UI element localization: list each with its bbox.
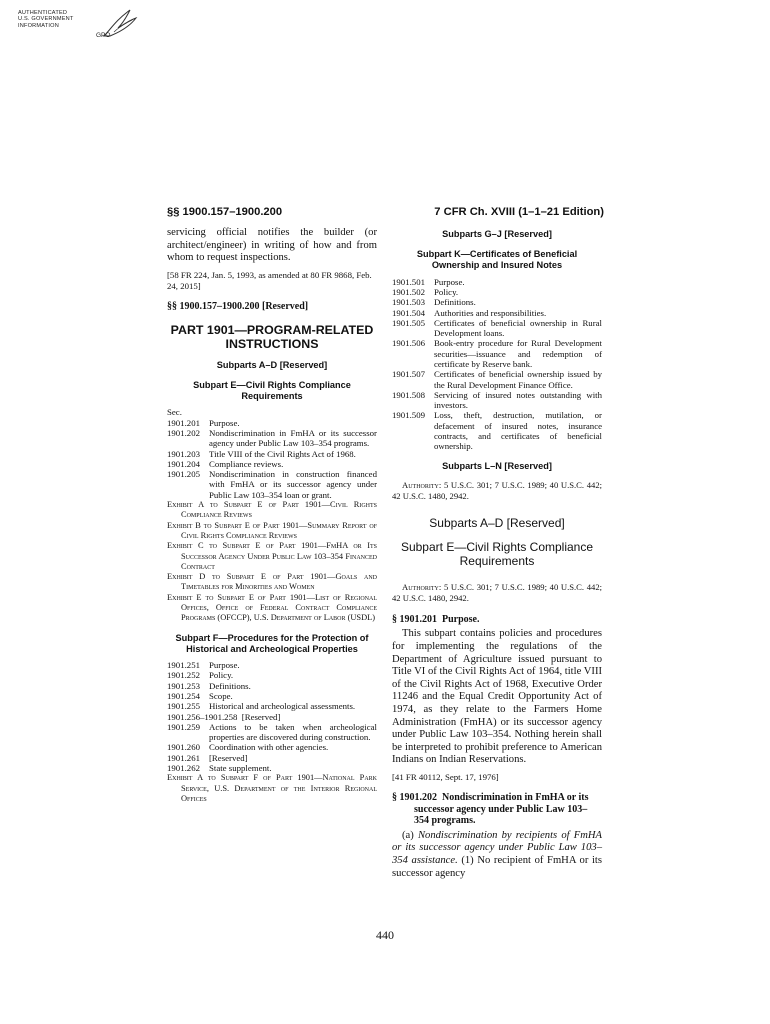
toc-text: Certificates of beneficial ownership issued by the Rural Development Finance Office. <box>434 369 602 390</box>
toc-item <box>167 691 377 701</box>
toc-item <box>392 318 602 339</box>
exhibit-entry: Exhibit A to Subpart F of Part 1901—National Park Service, U.S. Department of the Interior Regional Offices <box>167 773 377 803</box>
toc-text: Book-entry procedure for Rural Development securities—issuance and redemption of certificate by Reserve bank. <box>434 338 602 369</box>
subparts-g-j-heading: Subparts G–J [Reserved] <box>442 229 552 239</box>
toc-item <box>167 742 377 752</box>
authority-note <box>392 480 602 502</box>
left-column <box>167 227 377 804</box>
toc-item <box>167 712 377 722</box>
toc-num: 1901.504 <box>392 307 425 318</box>
sec-label: Sec. <box>167 407 182 418</box>
running-header-left: §§ 1900.157–1900.200 <box>167 206 283 218</box>
toc-item <box>392 308 602 318</box>
section-1901-201-source: [41 FR 40112, Sept. 17, 1976] <box>392 771 499 782</box>
toc-text: Purpose. <box>434 276 465 287</box>
toc-num: 1901.251 <box>167 660 200 671</box>
toc-item <box>392 410 602 451</box>
exhibit-entry: Exhibit D to Subpart E of Part 1901—Goals and Timetables for Minorities and Women <box>167 572 377 592</box>
toc-text: Definitions. <box>209 680 251 691</box>
section-sign: § 1901.201 <box>392 613 437 625</box>
toc-num: 1901.203 <box>167 448 200 459</box>
subpart-k-heading: Subpart K—Certificates of Beneficial Ownership and Insured Notes <box>416 249 578 271</box>
exhibit-entry: Exhibit C to Subpart E of Part 1901—FmHA or Its Successor Agency Under Public Law 103–354 Financed Contract <box>167 541 377 571</box>
toc-text: State supplement. <box>209 763 272 773</box>
toc-text: Policy. <box>209 670 234 681</box>
exhibit-entry: Exhibit A to Subpart E of Part 1901—Civil Rights Compliance Reviews <box>167 500 377 520</box>
section-status: [Reserved] <box>262 300 309 312</box>
toc-item <box>167 701 377 711</box>
toc-num: 1901.252 <box>167 670 200 681</box>
toc-num: 1901.254 <box>167 690 200 701</box>
toc-item <box>392 338 602 369</box>
toc-item <box>167 418 377 428</box>
toc-num: 1901.501 <box>392 276 425 287</box>
toc-text: Nondiscrimination in FmHA or its successor agency under Public Law 103–354 programs. <box>209 427 377 449</box>
toc-item <box>167 459 377 469</box>
toc-num: 1901.262 <box>167 763 200 773</box>
toc-item <box>167 681 377 691</box>
toc-text: Purpose. <box>209 417 240 428</box>
toc-num: 1901.509 <box>392 410 425 421</box>
toc-item <box>167 670 377 680</box>
section-1901-201-body: This subpart contains policies and procedures for implementing the regulations of the Department of Agriculture issued pursuant to Title VI of the Civil Rights Act of 1964, title VIII of the Civil Rights Act of 1968, Executive Order 11246 and the Equal Credit Opportunity Act of 1974, as they relate to the Farmers Home Administration (FmHA) or its successor agency under Public Law 103–354. Nothing herein shall be interpreted to prohibit preference to American Indians on Indian Reservations. <box>392 628 602 766</box>
gpo-label: GPO <box>96 32 111 39</box>
authority-text: 5 U.S.C. 301; 7 U.S.C. 1989; 40 U.S.C. 442; 42 U.S.C. 1480, 2942. <box>392 581 603 603</box>
section-sign: §§ 1900.157–1900.200 <box>167 300 260 312</box>
reserved-section-heading <box>167 301 377 313</box>
authority-note <box>392 582 602 604</box>
toc-num: 1901.503 <box>392 297 425 308</box>
section-1901-202-heading <box>392 792 602 827</box>
exhibit-entry: Exhibit B to Subpart E of Part 1901—Summary Report of Civil Rights Compliance Reviews <box>167 520 377 540</box>
section-1901-201-heading <box>392 614 602 626</box>
logo-line: U.S. GOVERNMENT <box>18 16 74 23</box>
section-title: Purpose. <box>442 613 480 625</box>
section-sign: § 1901.202 <box>392 791 437 803</box>
toc-num: 1901.508 <box>392 389 425 400</box>
toc-text: [Reserved] <box>209 752 248 763</box>
subparts-l-n-heading: Subparts L–N [Reserved] <box>442 460 552 471</box>
toc-item <box>167 722 377 743</box>
toc-num: 1901.506 <box>392 338 425 349</box>
logo-line: AUTHENTICATED <box>18 10 68 16</box>
para-heading: Nondiscrimination by recipients of FmHA or its successor agency under Public Law 103–354 assistance. <box>392 829 602 866</box>
toc-num: 1901.261 <box>167 752 200 763</box>
intro-paragraph: servicing official notifies the builder (or architect/engineer) in writing of how and from whom to request inspections. <box>167 227 377 264</box>
toc-num: 1901.201 <box>167 417 200 428</box>
toc-item <box>392 390 602 411</box>
toc-text: Actions to be taken when archeological properties are discovered during construction. <box>209 721 377 743</box>
section-title: Nondiscrimination in FmHA or its successor agency under Public Law 103–354 programs. <box>414 791 589 827</box>
toc-text: Scope. <box>209 690 233 701</box>
authority-text: 5 U.S.C. 301; 7 U.S.C. 1989; 40 U.S.C. 442; 42 U.S.C. 1480, 2942. <box>392 479 603 501</box>
para-label: (a) <box>402 829 414 841</box>
toc-text: Servicing of insured notes outstanding with investors. <box>434 389 602 411</box>
toc-num: 1901.253 <box>167 680 200 691</box>
toc-item <box>392 277 602 287</box>
authority-label: Authority: <box>402 581 442 592</box>
subpart-e-heading: Subpart E—Civil Rights Compliance Requirements <box>193 379 351 402</box>
toc-item <box>392 369 602 390</box>
toc-item <box>392 287 602 297</box>
toc-subpart-e <box>167 407 377 500</box>
toc-item <box>167 660 377 670</box>
subpart-f-heading: Subpart F—Procedures for the Protection of Historical and Archeological Properties <box>175 632 369 654</box>
toc-subpart-k <box>392 277 602 452</box>
logo-line: INFORMATION <box>18 22 59 29</box>
toc-item <box>167 469 377 500</box>
toc-item <box>167 449 377 459</box>
toc-item <box>392 297 602 307</box>
part-title: PART 1901—PROGRAM-RELATED INSTRUCTIONS <box>170 322 374 351</box>
subpart-e-big-heading: Subpart E—Civil Rights Compliance Requirements <box>400 539 594 568</box>
right-column <box>392 227 602 880</box>
toc-num: 1901.507 <box>392 369 425 380</box>
toc-text: Loss, theft, destruction, mutilation, or defacement of insured notes, insurance contracts, and certificates of beneficial ownership. <box>434 410 602 452</box>
toc-item <box>167 428 377 449</box>
toc-text: Policy. <box>434 286 459 297</box>
toc-subpart-f <box>167 660 377 773</box>
toc-text: Authorities and responsibilities. <box>434 307 547 318</box>
toc-num: 1901.259 <box>167 721 200 732</box>
section-1901-202-para-a <box>392 830 602 880</box>
toc-num: 1901.502 <box>392 286 425 297</box>
toc-text: Title VIII of the Civil Rights Act of 1968. <box>209 448 356 459</box>
authority-label: Authority: <box>402 479 442 490</box>
toc-text: Nondiscrimination in construction financed with FmHA or its successor agency under Public Law 103–354 loan or grant. <box>209 469 377 500</box>
para-text: (1) No recipient of FmHA or its successor agency <box>392 854 602 879</box>
toc-num: 1901.256–1901.258 <box>167 711 238 722</box>
toc-num: 1901.205 <box>167 469 200 480</box>
running-header-right: 7 CFR Ch. XVIII (1–1–21 Edition) <box>434 206 604 218</box>
source-note: [58 FR 224, Jan. 5, 1993, as amended at 80 FR 9868, Feb. 24, 2015] <box>167 269 372 291</box>
exhibit-entry: Exhibit E to Subpart E of Part 1901—List of Regional Offices, Office of Federal Contract Compliance Programs (OFCCP), U.S. Department of Labor (USDL) <box>167 592 377 623</box>
toc-num: 1901.255 <box>167 701 200 712</box>
toc-num: 1901.505 <box>392 317 425 328</box>
toc-num: 1901.260 <box>167 742 200 753</box>
toc-text: Coordination with other agencies. <box>209 742 329 753</box>
toc-text: Purpose. <box>209 660 240 671</box>
gpo-authentication-logo <box>18 6 148 48</box>
toc-item <box>167 763 377 773</box>
toc-num: 1901.204 <box>167 458 200 469</box>
toc-text: [Reserved] <box>241 711 281 722</box>
page-number: 440 <box>376 928 394 942</box>
toc-text: Certificates of beneficial ownership in Rural Development loans. <box>434 317 602 339</box>
toc-item <box>167 753 377 763</box>
toc-num: 1901.202 <box>167 427 200 438</box>
toc-text: Historical and archeological assessments. <box>209 701 356 712</box>
subparts-a-d-big-heading: Subparts A–D [Reserved] <box>429 515 565 530</box>
toc-text: Definitions. <box>434 297 476 308</box>
toc-text: Compliance reviews. <box>209 458 284 469</box>
logo-text <box>18 10 74 29</box>
subparts-a-d-heading: Subparts A–D [Reserved] <box>216 359 328 370</box>
